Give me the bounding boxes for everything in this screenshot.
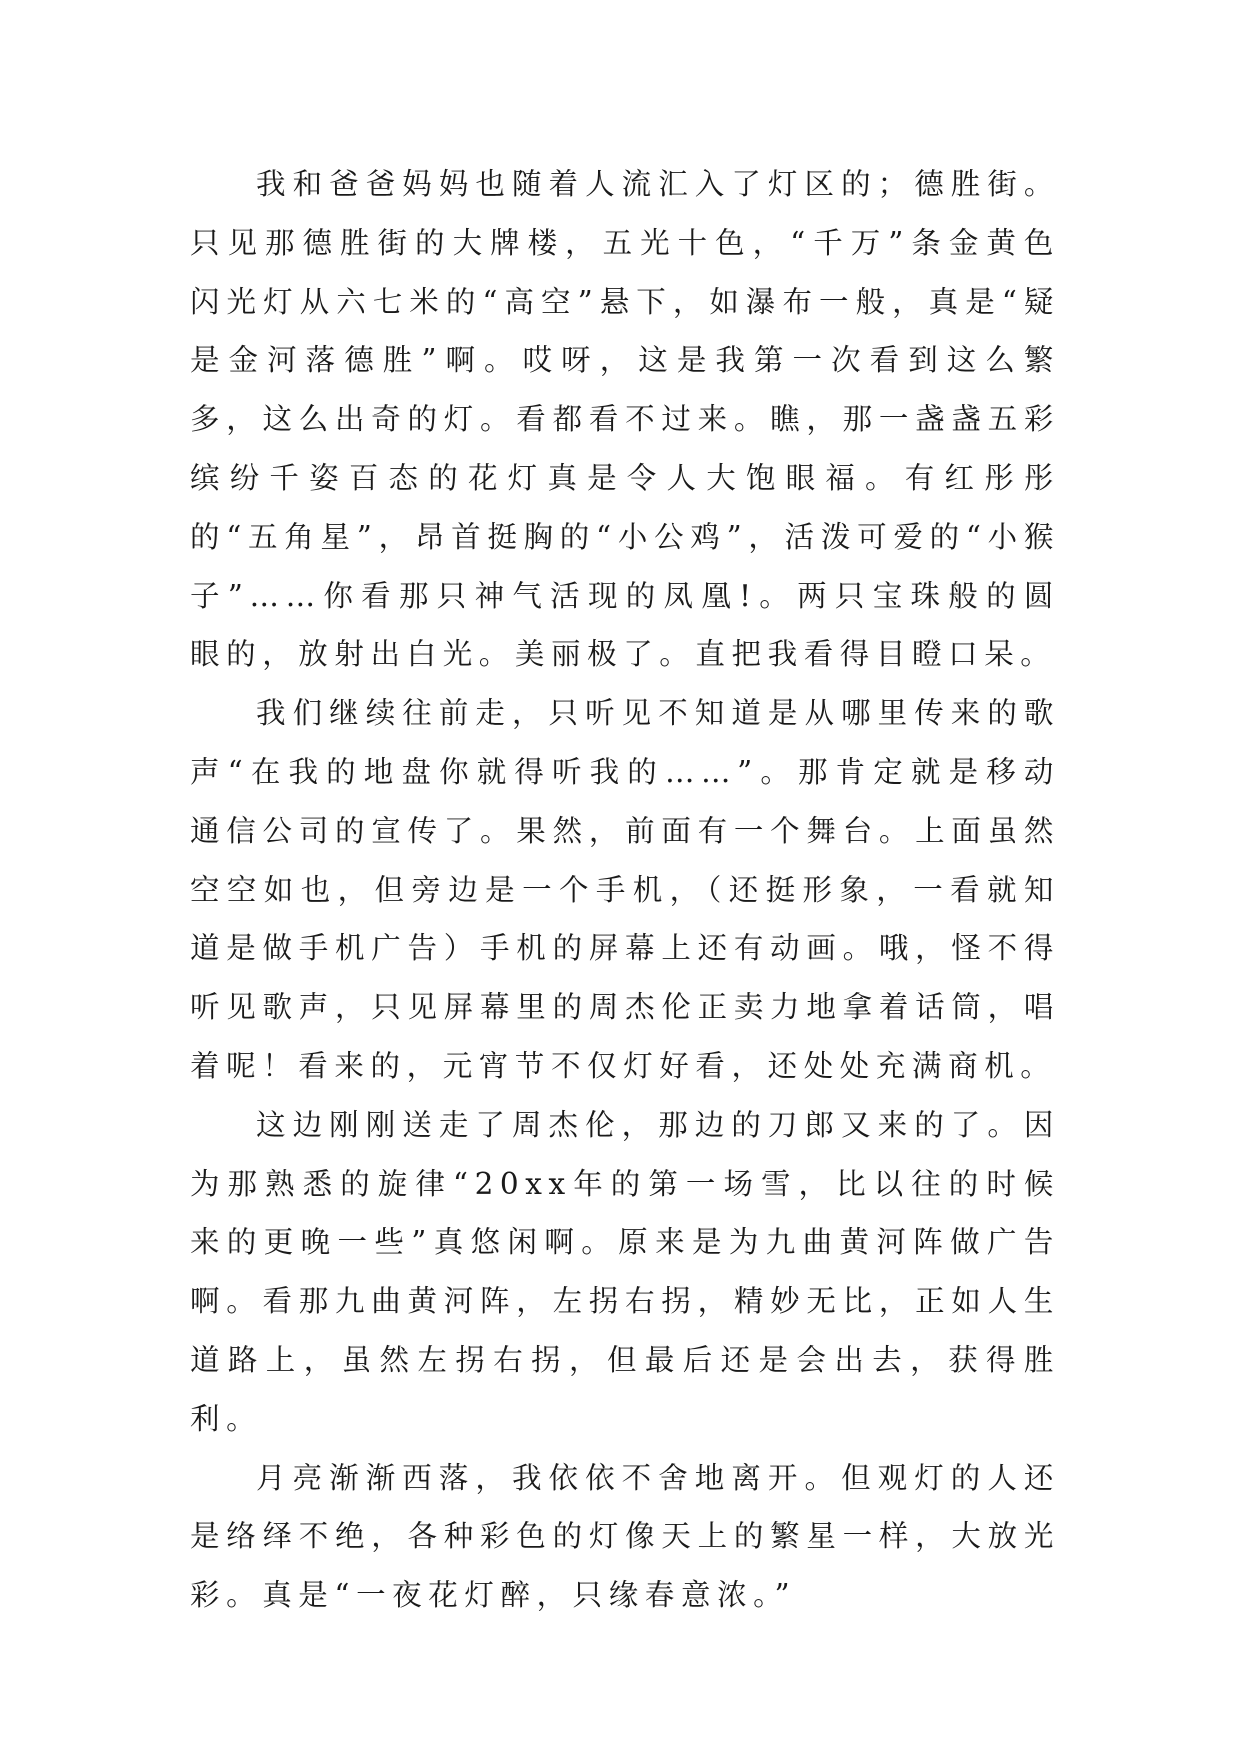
document-body xyxy=(190,155,1060,1625)
paragraph-2: 我们继续往前走，只听见不知道是从哪里传来的歌声“在我的地盘你就得听我的……”。那肯定就是移动通信公司的宣传了。果然，前面有一个舞台。上面虽然空空如也，但旁边是一个手机，（还挺形象，一看就知道是做手机广告）手机的屏幕上还有动画。哦，怪不得听见歌声，只见屏幕里的周杰伦正卖力地拿着话筒，唱着呢！看来的，元宵节不仅灯好看，还处处充满商机。 xyxy=(190,696,1060,1083)
paragraph-4: 月亮渐渐西落，我依依不舍地离开。但观灯的人还是络绎不绝，各种彩色的灯像天上的繁星一样，大放光彩。真是“一夜花灯醉，只缘春意浓。” xyxy=(190,1460,1060,1613)
paragraph-3: 这边刚刚送走了周杰伦，那边的刀郎又来的了。因为那熟悉的旋律“20xx年的第一场雪，比以往的时候来的更晚一些”真悠闲啊。原来是为九曲黄河阵做广告啊。看那九曲黄河阵，左拐右拐，精妙无比，正如人生道路上，虽然左拐右拐，但最后还是会出去，获得胜利。 xyxy=(190,1107,1060,1436)
paragraph-1: 我和爸爸妈妈也随着人流汇入了灯区的；德胜街。只见那德胜街的大牌楼，五光十色，“千万”条金黄色闪光灯从六七米的“高空”悬下，如瀑布一般，真是“疑是金河落德胜”啊。哎呀，这是我第一次看到这么繁多，这么出奇的灯。看都看不过来。瞧，那一盏盏五彩缤纷千姿百态的花灯真是令人大饱眼福。有红彤彤的“五角星”，昂首挺胸的“小公鸡”，活泼可爱的“小猴子”……你看那只神气活现的凤凰!。两只宝珠般的圆眼的，放射出白光。美丽极了。直把我看得目瞪口呆。 xyxy=(190,167,1060,672)
